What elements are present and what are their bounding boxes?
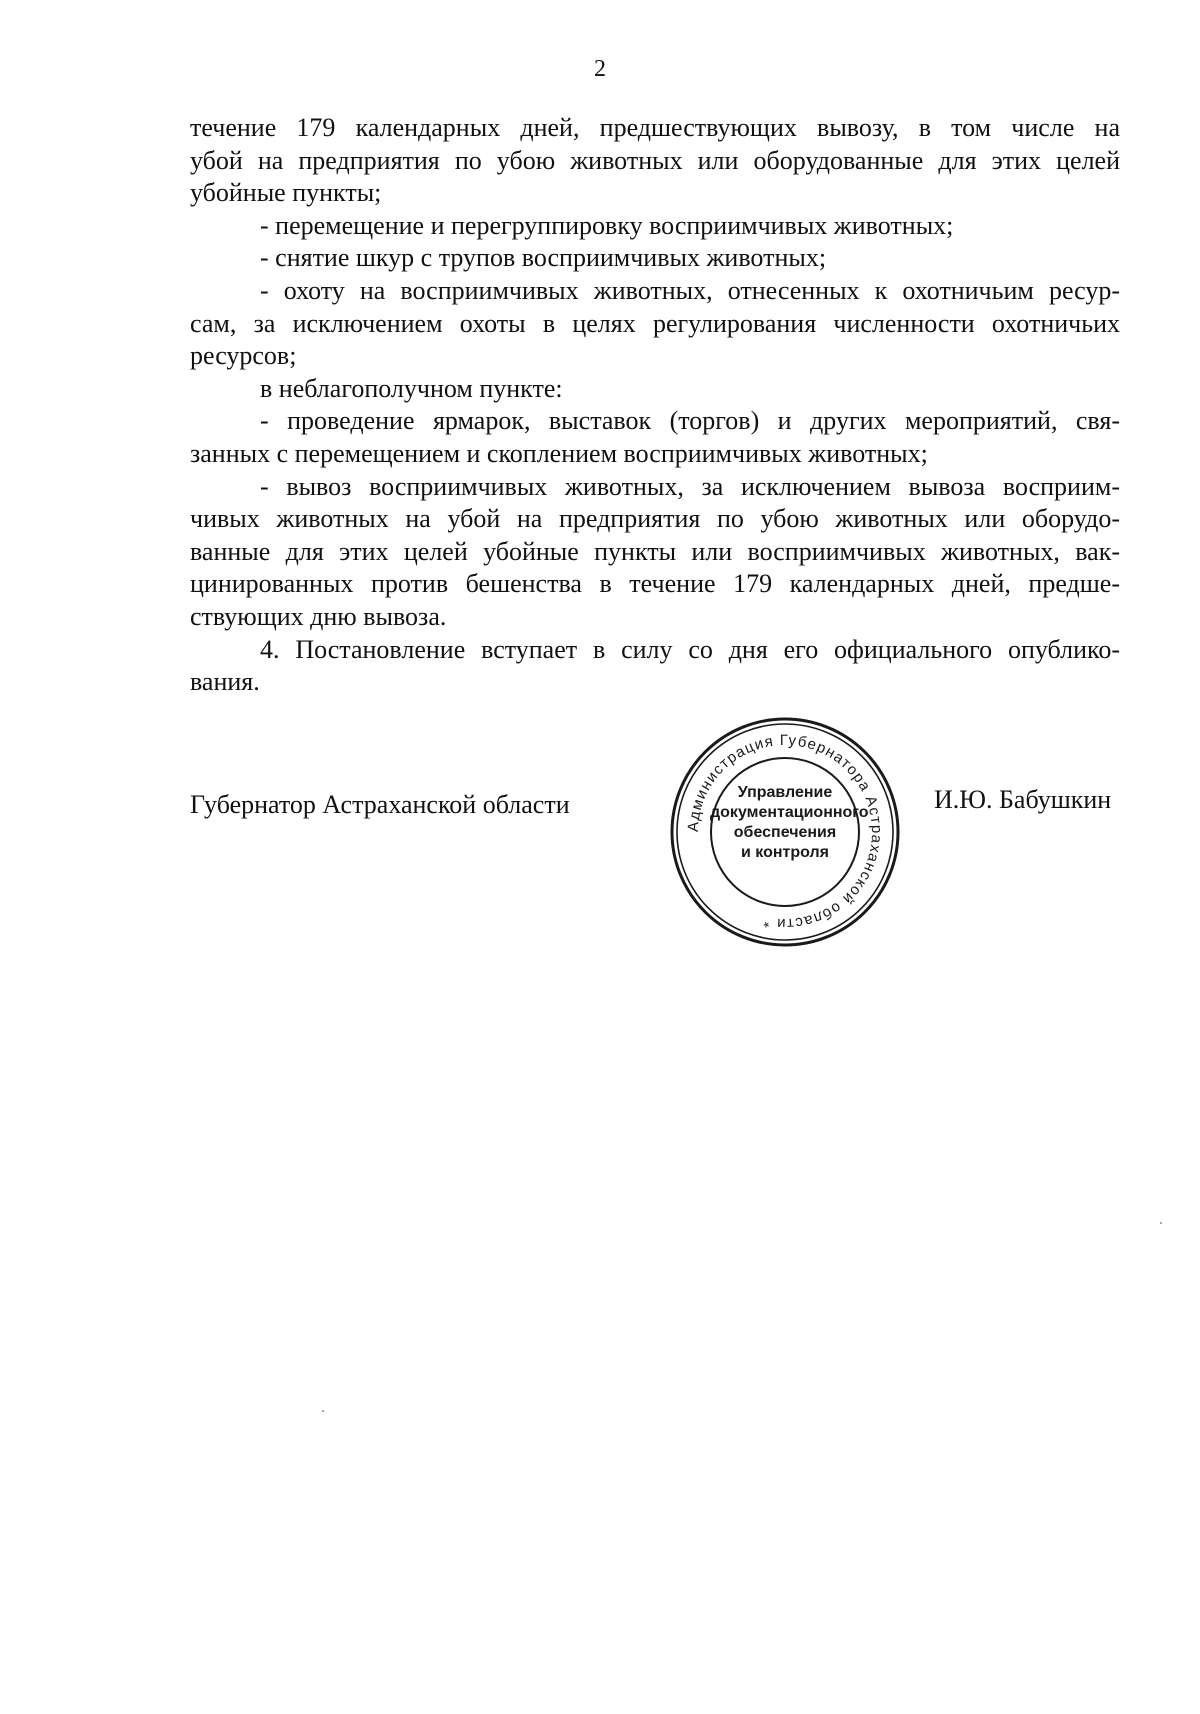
body-line: - снятие шкур с трупов восприимчивых животных; xyxy=(260,243,827,273)
scan-speck xyxy=(1160,1222,1162,1224)
body-line: ванные для этих целей убойные пункты или восприимчивых животных, вак- xyxy=(190,536,1120,566)
document-body xyxy=(190,112,1120,699)
body-line: ресурсов; xyxy=(190,341,297,371)
seal-center-line: Управление xyxy=(737,784,833,801)
body-line: 4. Постановление вступает в силу со дня его официального опублико- xyxy=(260,634,1120,664)
body-line: в неблагополучном пункте: xyxy=(260,373,563,403)
official-seal-stamp xyxy=(668,715,902,949)
signatory-title: Губернатор Астраханской области xyxy=(190,790,570,819)
seal-ring-text: Администрация Губернатора Астраханской области * xyxy=(684,731,886,933)
seal-center-line: обеспечения xyxy=(733,824,837,841)
body-line: - охоту на восприимчивых животных, отнесенных к охотничьим ресур- xyxy=(260,275,1120,305)
body-line: убой на предприятия по убою животных или оборудованные для этих целей xyxy=(190,145,1120,175)
seal-center-line: и контроля xyxy=(741,844,829,861)
body-line: - перемещение и перегруппировку восприимчивых животных; xyxy=(260,210,954,240)
body-line: цинированных против бешенства в течение 179 календарных дней, предше- xyxy=(190,569,1120,599)
body-line: - вывоз восприимчивых животных, за исключением вывоза восприим- xyxy=(260,471,1120,501)
body-line: ствующих дню вывоза. xyxy=(190,601,447,631)
body-line: убойные пункты; xyxy=(190,178,382,208)
body-line: чивых животных на убой на предприятия по убою животных или оборудо- xyxy=(190,504,1120,534)
scan-speck xyxy=(322,1410,324,1412)
body-line: сам, за исключением охоты в целях регулирования численности охотничьих xyxy=(190,308,1120,338)
body-line: течение 179 календарных дней, предшествующих вывозу, в том числе на xyxy=(190,113,1120,142)
body-line: занных с перемещением и скоплением восприимчивых животных; xyxy=(190,438,928,468)
seal-center-text xyxy=(710,783,869,863)
body-line: вания. xyxy=(190,667,260,697)
body-line: - проведение ярмарок, выставок (торгов) и других мероприятий, свя- xyxy=(260,406,1120,436)
page-number: 2 xyxy=(594,56,606,82)
seal-center-line: документационного xyxy=(710,804,869,821)
signatory-name: И.Ю. Бабушкин xyxy=(934,785,1112,814)
